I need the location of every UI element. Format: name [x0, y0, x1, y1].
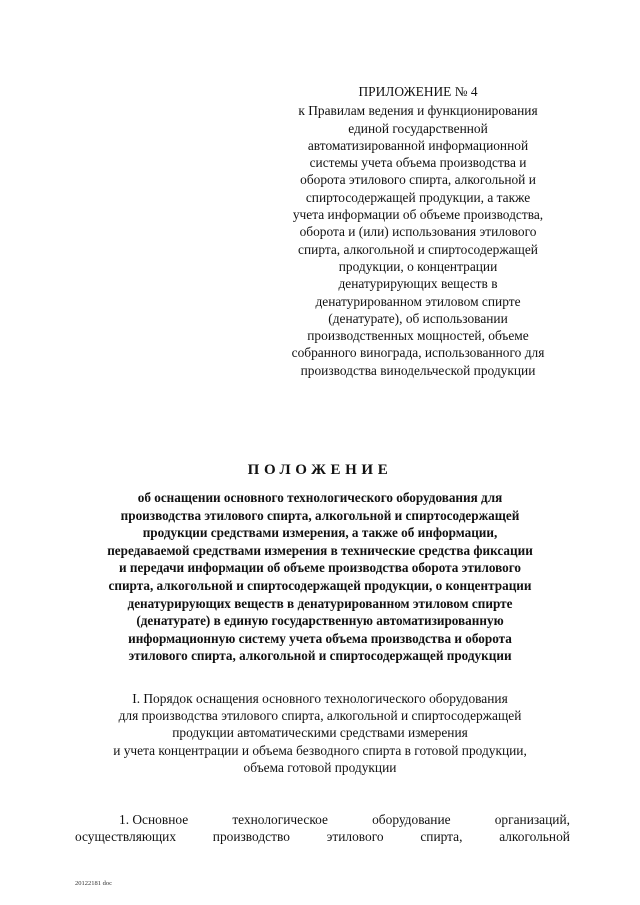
subtitle-line: продукции средствами измерения, а также об информации,	[142, 525, 498, 541]
section-heading-line: и учета концентрации и объема безводного спирта в готовой продукции,	[113, 742, 527, 758]
subtitle-line: этилового спирта, алкогольной и спиртосодержащей продукции	[128, 648, 512, 664]
paragraph-line-2	[75, 829, 570, 845]
appendix-line: к Правилам ведения и функционирования	[298, 103, 538, 119]
appendix-line: производства винодельческой продукции	[300, 362, 536, 378]
paragraph-word: этилового	[326, 829, 384, 844]
section-heading	[60, 690, 580, 776]
appendix-line: оборота и (или) использования этилового	[299, 224, 537, 240]
appendix-heading: ПРИЛОЖЕНИЕ № 4	[358, 84, 478, 99]
section-heading-line: I. Порядок оснащения основного технологического оборудования	[132, 691, 508, 706]
subtitle-line: денатурирующих веществ в денатурированном этиловом спирте	[127, 595, 513, 611]
appendix-line: продукции, о концентрации	[338, 258, 498, 274]
paragraph-line-1	[75, 812, 570, 828]
document-title: ПОЛОЖЕНИЕ	[247, 462, 393, 478]
appendix-line: системы учета объема производства и	[309, 155, 527, 171]
subtitle-line: производства этилового спирта, алкогольной и спиртосодержащей	[120, 507, 520, 523]
subtitle-line: спирта, алкогольной и спиртосодержащей продукции, о концентрации	[108, 577, 532, 593]
section-heading-line: объема готовой продукции	[243, 759, 397, 775]
paragraph-word: организаций,	[494, 812, 570, 827]
appendix-line: (денатурате), об использовании	[328, 310, 508, 326]
appendix-line: спиртосодержащей продукции, а также	[305, 189, 531, 205]
paragraph-word: осуществляющих	[75, 829, 177, 844]
appendix-line: денатурирующих веществ в	[338, 276, 498, 292]
appendix-line: оборота этилового спирта, алкогольной и	[300, 172, 536, 188]
appendix-block	[262, 83, 574, 379]
subtitle-line: и передачи информации об объеме производства оборота этилового	[119, 560, 521, 576]
paragraph-word: 1. Основное	[119, 812, 189, 827]
paragraph-word: оборудование	[372, 812, 451, 827]
paragraph-word: алкогольной	[499, 829, 570, 844]
appendix-line: учета информации об объеме производства,	[292, 207, 544, 223]
document-subtitle	[60, 489, 580, 665]
subtitle-line: об оснащении основного технологического оборудования для	[137, 490, 503, 505]
subtitle-line: (денатурате) в единую государственную автоматизированную	[136, 613, 504, 629]
appendix-line: единой государственной	[348, 120, 488, 136]
subtitle-line: передаваемой средствами измерения в технические средства фиксации	[107, 542, 533, 558]
paragraph-word: технологическое	[232, 812, 328, 827]
subtitle-line: информационную систему учета объема производства и оборота	[128, 630, 512, 646]
appendix-line: собранного винограда, использованного для	[291, 345, 545, 361]
paragraph-word: спирта,	[420, 829, 463, 844]
paragraph-word: производство	[212, 829, 290, 844]
appendix-line: спирта, алкогольной и спиртосодержащей	[298, 241, 538, 257]
footer-filename: 20122181 doc	[75, 880, 113, 887]
section-heading-line: для производства этилового спирта, алкогольной и спиртосодержащей	[118, 708, 522, 724]
section-heading-line: продукции автоматическими средствами измерения	[172, 725, 468, 741]
appendix-line: денатурированном этиловом спирте	[315, 293, 521, 309]
appendix-line: производственных мощностей, объеме	[307, 328, 529, 344]
appendix-line: автоматизированной информационной	[307, 137, 529, 153]
